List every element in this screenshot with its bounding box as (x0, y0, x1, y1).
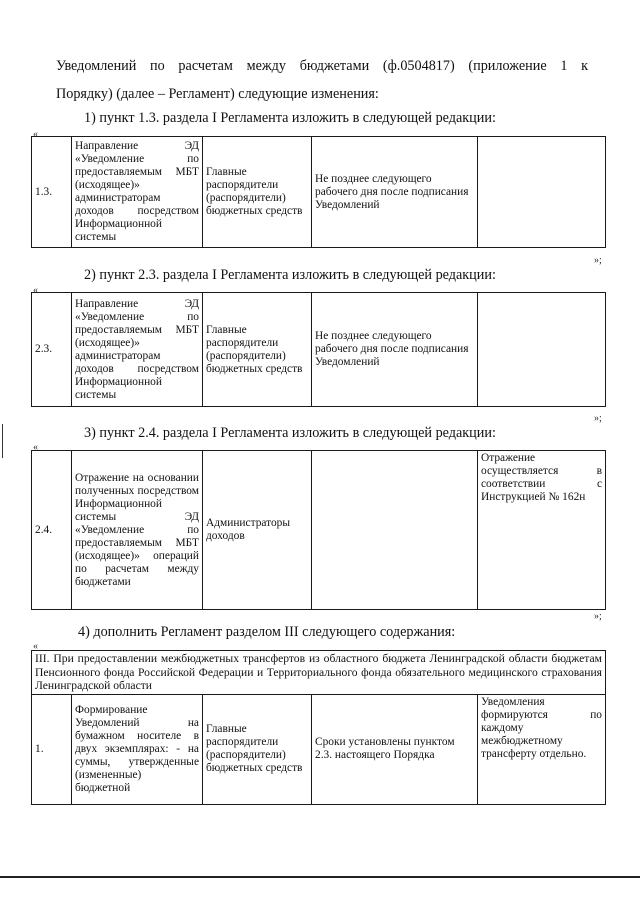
item4-section-title: III. При предоставлении межбюджетных трансфертов из областного бюджета Ленинградской области бюджетам Пенсионного фонда Российской Федерации и Территориального фонда обязательного медицинского страхования Ленинградской области (32, 651, 606, 695)
item3-num: 2.4. (32, 451, 72, 610)
item4-note: Уведомления формируются по каждому межбюджетному трансферту отдельно. (478, 694, 606, 804)
item4-responsible: Главные распорядители (распорядители) бюджетных средств (203, 694, 312, 804)
item3-note: Отражение осуществляется в соответствии с Инструкцией № 162н (478, 451, 606, 610)
item4-action: Формирование Уведомлений на бумажном носителе в двух экземплярах: - на суммы, утвержденные (измененные) бюджетной (72, 694, 203, 804)
item4-deadline: Сроки установлены пунктом 2.3. настоящего Порядка (312, 694, 478, 804)
intro-line-2: Порядку) (далее – Регламент) следующие изменения: (56, 86, 379, 102)
intro-line-1: Уведомлений по расчетам между бюджетами (ф.0504817) (приложение 1 к (56, 58, 588, 74)
item2-responsible: Главные распорядители (распорядители) бюджетных средств (203, 293, 312, 407)
item2-close-quote: »; (594, 413, 602, 424)
item4-open-quote: « (33, 641, 38, 652)
item4-table (31, 650, 606, 805)
item3-close-quote: »; (594, 611, 602, 622)
item2-open-quote: « (33, 285, 38, 296)
item1-action: Направление ЭД «Уведомление по предоставляемым МБТ (исходящее)» администраторам доходов посредством Информационной системы (72, 137, 203, 248)
scan-edge-mark (2, 424, 3, 458)
item4-heading: 4) дополнить Регламент разделом III следующего содержания: (78, 624, 456, 640)
item3-deadline (312, 451, 478, 610)
item3-action: Отражение на основании полученных посредством Информационной системы ЭД «Уведомление по предоставляемым МБТ (исходящее)» операций по расчетам между бюджетами (72, 451, 203, 610)
item1-responsible: Главные распорядители (распорядители) бюджетных средств (203, 137, 312, 248)
item2-num: 2.3. (32, 293, 72, 407)
item3-heading: 3) пункт 2.4. раздела I Регламента изложить в следующей редакции: (84, 425, 496, 441)
item2-action: Направление ЭД «Уведомление по предоставляемым МБТ (исходящее)» администраторам доходов посредством Информационной системы (72, 293, 203, 407)
item1-deadline: Не позднее следующего рабочего дня после подписания Уведомлений (312, 137, 478, 248)
item2-heading: 2) пункт 2.3. раздела I Регламента изложить в следующей редакции: (84, 267, 496, 283)
item1-note (478, 137, 606, 248)
item1-close-quote: »; (594, 255, 602, 266)
item2-deadline: Не позднее следующего рабочего дня после подписания Уведомлений (312, 293, 478, 407)
item1-heading: 1) пункт 1.3. раздела I Регламента изложить в следующей редакции: (84, 110, 496, 126)
scan-bottom-edge (0, 876, 640, 878)
item2-note (478, 293, 606, 407)
item3-open-quote: « (33, 442, 38, 453)
item4-num: 1. (32, 694, 72, 804)
item1-open-quote: « (33, 129, 38, 140)
item3-responsible: Администраторы доходов (203, 451, 312, 610)
item1-table (31, 136, 606, 248)
item2-table (31, 292, 606, 407)
item1-num: 1.3. (32, 137, 72, 248)
item3-table (31, 450, 606, 610)
